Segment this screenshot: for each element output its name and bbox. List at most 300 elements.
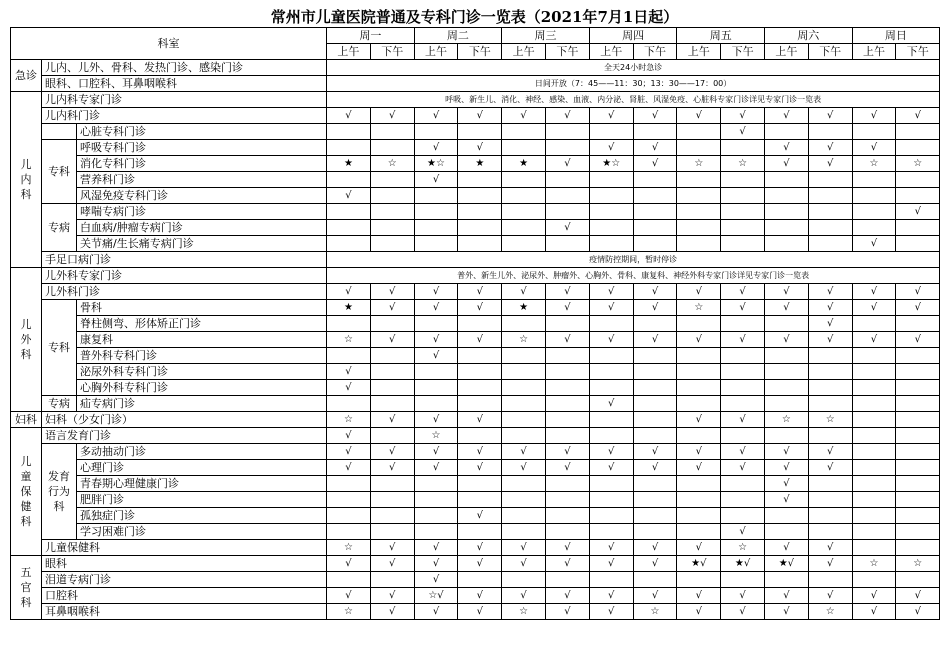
schedule-mark: √ <box>721 588 765 604</box>
schedule-mark <box>896 396 940 412</box>
schedule-mark <box>633 236 677 252</box>
schedule-mark <box>502 220 546 236</box>
schedule-mark <box>546 172 590 188</box>
schedule-mark: √ <box>370 412 414 428</box>
schedule-mark: √ <box>808 444 852 460</box>
schedule-mark: √ <box>808 284 852 300</box>
schedule-mark: √ <box>589 588 633 604</box>
clinic-name: 康复科 <box>77 332 327 348</box>
schedule-mark <box>677 188 721 204</box>
schedule-mark <box>414 364 458 380</box>
schedule-mark <box>896 508 940 524</box>
schedule-mark <box>896 188 940 204</box>
schedule-mark <box>677 348 721 364</box>
schedule-mark: √ <box>589 396 633 412</box>
schedule-mark <box>721 236 765 252</box>
schedule-mark <box>327 348 371 364</box>
table-row <box>11 396 940 412</box>
schedule-mark <box>546 124 590 140</box>
schedule-mark <box>677 316 721 332</box>
schedule-mark: √ <box>546 108 590 124</box>
row-note: 全天24小时急诊 <box>327 60 940 76</box>
schedule-mark: √ <box>502 556 546 572</box>
schedule-mark: √ <box>327 556 371 572</box>
schedule-mark <box>765 204 809 220</box>
schedule-mark <box>808 348 852 364</box>
schedule-mark <box>589 316 633 332</box>
am-header: 上午 <box>677 44 721 60</box>
schedule-mark <box>677 236 721 252</box>
schedule-mark <box>633 396 677 412</box>
schedule-mark <box>414 236 458 252</box>
schedule-mark <box>546 428 590 444</box>
am-header: 上午 <box>414 44 458 60</box>
day-header: 周四 <box>589 28 677 44</box>
table-row <box>11 348 940 364</box>
schedule-mark <box>896 380 940 396</box>
table-row <box>11 604 940 620</box>
schedule-mark <box>808 428 852 444</box>
schedule-mark <box>677 172 721 188</box>
schedule-mark <box>852 188 896 204</box>
schedule-mark: √ <box>896 300 940 316</box>
day-header: 周三 <box>502 28 590 44</box>
group-label: 儿 外 科 <box>11 268 42 412</box>
schedule-mark <box>721 204 765 220</box>
schedule-mark: ★☆ <box>589 156 633 172</box>
schedule-mark: √ <box>589 444 633 460</box>
schedule-mark: ☆ <box>327 412 371 428</box>
schedule-mark <box>589 204 633 220</box>
schedule-mark <box>896 572 940 588</box>
table-row <box>11 332 940 348</box>
schedule-mark <box>458 428 502 444</box>
schedule-mark: √ <box>458 284 502 300</box>
schedule-mark: √ <box>896 332 940 348</box>
schedule-mark: √ <box>327 108 371 124</box>
schedule-mark <box>677 140 721 156</box>
clinic-name: 疝专病门诊 <box>77 396 327 412</box>
schedule-mark: √ <box>589 332 633 348</box>
schedule-mark <box>633 348 677 364</box>
schedule-mark <box>852 316 896 332</box>
schedule-mark: √ <box>414 140 458 156</box>
schedule-mark: √ <box>721 284 765 300</box>
schedule-mark: √ <box>458 508 502 524</box>
schedule-mark: √ <box>896 284 940 300</box>
clinic-name: 口腔科 <box>42 588 327 604</box>
schedule-mark: √ <box>414 332 458 348</box>
schedule-mark <box>414 508 458 524</box>
schedule-mark <box>546 140 590 156</box>
schedule-mark: √ <box>414 556 458 572</box>
schedule-mark <box>633 524 677 540</box>
schedule-mark <box>327 316 371 332</box>
schedule-mark <box>370 236 414 252</box>
schedule-mark <box>765 364 809 380</box>
schedule-mark <box>546 524 590 540</box>
schedule-mark: ☆ <box>721 540 765 556</box>
schedule-mark: √ <box>765 156 809 172</box>
schedule-mark: √ <box>852 332 896 348</box>
schedule-mark <box>852 444 896 460</box>
schedule-mark <box>852 428 896 444</box>
group-label: 发育 行为 科 <box>42 444 77 540</box>
group-label: 儿 内 科 <box>11 92 42 268</box>
schedule-mark: √ <box>765 476 809 492</box>
schedule-mark <box>589 492 633 508</box>
schedule-mark: √ <box>765 604 809 620</box>
schedule-mark <box>589 524 633 540</box>
schedule-mark <box>677 508 721 524</box>
schedule-mark: √ <box>414 172 458 188</box>
schedule-mark: √ <box>458 300 502 316</box>
clinic-name: 泌尿外科专科门诊 <box>77 364 327 380</box>
page-title: 常州市儿童医院普通及专科门诊一览表（2021年7月1日起） <box>270 8 679 26</box>
schedule-mark <box>414 524 458 540</box>
schedule-mark: √ <box>808 332 852 348</box>
schedule-mark <box>370 572 414 588</box>
clinic-name: 眼科、口腔科、耳鼻咽喉科 <box>42 76 327 92</box>
schedule-mark: ☆ <box>852 556 896 572</box>
schedule-mark <box>852 508 896 524</box>
schedule-mark: ☆ <box>896 556 940 572</box>
schedule-mark: √ <box>633 444 677 460</box>
group-label: 专科 <box>42 300 77 396</box>
table-row <box>11 252 940 268</box>
schedule-mark: √ <box>458 140 502 156</box>
schedule-mark <box>327 220 371 236</box>
schedule-mark <box>721 492 765 508</box>
schedule-mark <box>327 396 371 412</box>
schedule-mark <box>721 572 765 588</box>
table-row <box>11 476 940 492</box>
schedule-mark: √ <box>633 284 677 300</box>
schedule-mark: √ <box>327 188 371 204</box>
schedule-mark <box>589 412 633 428</box>
table-row <box>11 300 940 316</box>
schedule-mark <box>546 412 590 428</box>
schedule-mark: √ <box>633 556 677 572</box>
schedule-mark: √ <box>633 300 677 316</box>
table-row <box>11 492 940 508</box>
schedule-mark <box>677 124 721 140</box>
schedule-mark <box>808 476 852 492</box>
table-row <box>11 108 940 124</box>
schedule-mark: √ <box>589 604 633 620</box>
schedule-mark <box>589 572 633 588</box>
clinic-name: 手足口病门诊 <box>42 252 327 268</box>
schedule-mark <box>808 380 852 396</box>
table-row <box>11 172 940 188</box>
schedule-mark <box>765 380 809 396</box>
schedule-mark: ★ <box>502 300 546 316</box>
schedule-mark <box>633 508 677 524</box>
schedule-mark <box>414 380 458 396</box>
schedule-mark: √ <box>502 444 546 460</box>
schedule-mark: √ <box>546 332 590 348</box>
schedule-mark <box>414 396 458 412</box>
clinic-name: 脊柱侧弯、形体矫正门诊 <box>77 316 327 332</box>
schedule-mark: √ <box>414 108 458 124</box>
clinic-name: 儿外科门诊 <box>42 284 327 300</box>
table-row <box>11 540 940 556</box>
schedule-mark <box>721 348 765 364</box>
schedule-mark: √ <box>414 540 458 556</box>
clinic-name: 白血病/肿瘤专病门诊 <box>77 220 327 236</box>
group-label: 急诊 <box>11 60 42 92</box>
schedule-mark <box>370 348 414 364</box>
schedule-mark: ★√ <box>765 556 809 572</box>
schedule-mark: √ <box>414 572 458 588</box>
schedule-mark: ☆ <box>896 156 940 172</box>
dept-header: 科室 <box>11 28 327 60</box>
schedule-mark <box>502 140 546 156</box>
schedule-mark: √ <box>896 588 940 604</box>
schedule-mark <box>721 428 765 444</box>
schedule-mark <box>852 492 896 508</box>
schedule-mark: ☆ <box>633 604 677 620</box>
clinic-name: 儿童保健科 <box>42 540 327 556</box>
schedule-mark: ★☆ <box>414 156 458 172</box>
day-header: 周一 <box>327 28 415 44</box>
schedule-mark <box>765 188 809 204</box>
schedule-mark <box>721 172 765 188</box>
table-row <box>11 524 940 540</box>
schedule-mark <box>677 204 721 220</box>
table-row <box>11 380 940 396</box>
clinic-name: 风湿免疫专科门诊 <box>77 188 327 204</box>
schedule-mark <box>896 412 940 428</box>
schedule-mark: √ <box>370 108 414 124</box>
table-row <box>11 268 940 284</box>
schedule-mark: √ <box>327 380 371 396</box>
schedule-mark <box>765 508 809 524</box>
schedule-mark: √ <box>852 140 896 156</box>
schedule-mark: √ <box>546 460 590 476</box>
schedule-mark <box>458 380 502 396</box>
schedule-mark <box>808 204 852 220</box>
schedule-mark <box>633 316 677 332</box>
schedule-mark <box>852 524 896 540</box>
schedule-mark <box>633 172 677 188</box>
schedule-mark: √ <box>458 460 502 476</box>
schedule-mark <box>721 508 765 524</box>
schedule-mark <box>414 316 458 332</box>
schedule-mark <box>765 348 809 364</box>
am-header: 上午 <box>502 44 546 60</box>
schedule-mark: √ <box>589 540 633 556</box>
schedule-mark <box>502 348 546 364</box>
schedule-mark: √ <box>765 588 809 604</box>
schedule-mark: √ <box>852 236 896 252</box>
schedule-mark: ☆ <box>502 604 546 620</box>
schedule-mark: √ <box>852 284 896 300</box>
schedule-mark: √ <box>677 540 721 556</box>
clinic-name: 泪道专病门诊 <box>42 572 327 588</box>
schedule-mark <box>677 524 721 540</box>
table-row <box>11 204 940 220</box>
schedule-mark: √ <box>502 284 546 300</box>
schedule-mark <box>458 124 502 140</box>
schedule-mark <box>765 316 809 332</box>
schedule-mark <box>546 476 590 492</box>
schedule-mark <box>633 428 677 444</box>
clinic-name: 青春期心理健康门诊 <box>77 476 327 492</box>
clinic-name: 学习困难门诊 <box>77 524 327 540</box>
pm-header: 下午 <box>808 44 852 60</box>
schedule-mark <box>327 124 371 140</box>
clinic-name: 多动抽动门诊 <box>77 444 327 460</box>
schedule-mark <box>327 492 371 508</box>
schedule-mark: √ <box>677 108 721 124</box>
schedule-mark <box>414 204 458 220</box>
schedule-mark: √ <box>414 300 458 316</box>
clinic-name: 营养科门诊 <box>77 172 327 188</box>
schedule-mark: √ <box>808 540 852 556</box>
schedule-mark <box>589 172 633 188</box>
clinic-name: 普外科专科门诊 <box>77 348 327 364</box>
clinic-name: 儿内科专家门诊 <box>42 92 327 108</box>
schedule-mark <box>808 172 852 188</box>
schedule-mark: √ <box>677 412 721 428</box>
schedule-mark: √ <box>808 108 852 124</box>
clinic-name: 儿内、儿外、骨科、发热门诊、感染门诊 <box>42 60 327 76</box>
day-header: 周二 <box>414 28 502 44</box>
schedule-mark <box>721 188 765 204</box>
schedule-mark: √ <box>370 460 414 476</box>
schedule-mark <box>502 492 546 508</box>
schedule-mark: √ <box>896 204 940 220</box>
schedule-mark <box>721 364 765 380</box>
group-label: 专科 <box>42 140 77 204</box>
schedule-mark <box>458 572 502 588</box>
am-header: 上午 <box>589 44 633 60</box>
schedule-mark: √ <box>589 140 633 156</box>
table-row <box>11 76 940 92</box>
blank-cell <box>42 124 77 140</box>
schedule-mark: √ <box>721 444 765 460</box>
schedule-mark: √ <box>546 588 590 604</box>
group-label: 儿 童 保 健 科 <box>11 428 42 556</box>
schedule-mark <box>808 364 852 380</box>
schedule-mark <box>677 492 721 508</box>
schedule-mark: √ <box>458 332 502 348</box>
schedule-mark <box>852 380 896 396</box>
schedule-mark <box>589 364 633 380</box>
schedule-mark <box>765 220 809 236</box>
clinic-name: 消化专科门诊 <box>77 156 327 172</box>
schedule-mark: √ <box>589 108 633 124</box>
schedule-mark <box>896 220 940 236</box>
table-row <box>11 92 940 108</box>
schedule-mark: √ <box>458 604 502 620</box>
schedule-mark <box>896 540 940 556</box>
schedule-mark <box>546 188 590 204</box>
schedule-mark <box>896 236 940 252</box>
table-row <box>11 124 940 140</box>
schedule-mark <box>852 172 896 188</box>
schedule-mark <box>502 524 546 540</box>
schedule-mark: √ <box>677 460 721 476</box>
schedule-mark <box>546 236 590 252</box>
clinic-name: 肥胖门诊 <box>77 492 327 508</box>
clinic-name: 耳鼻咽喉科 <box>42 604 327 620</box>
schedule-mark <box>327 508 371 524</box>
schedule-mark <box>502 124 546 140</box>
schedule-mark: √ <box>458 540 502 556</box>
schedule-mark <box>589 508 633 524</box>
table-row <box>11 60 940 76</box>
schedule-mark <box>327 572 371 588</box>
schedule-mark <box>327 204 371 220</box>
schedule-mark <box>765 124 809 140</box>
schedule-mark: √ <box>414 444 458 460</box>
schedule-mark: √ <box>633 108 677 124</box>
schedule-mark <box>677 428 721 444</box>
clinic-name: 心脏专科门诊 <box>77 124 327 140</box>
schedule-mark <box>327 476 371 492</box>
schedule-mark <box>458 348 502 364</box>
schedule-mark <box>370 316 414 332</box>
schedule-mark <box>896 316 940 332</box>
schedule-mark <box>502 188 546 204</box>
schedule-mark <box>370 220 414 236</box>
schedule-mark <box>589 428 633 444</box>
schedule-mark: √ <box>502 588 546 604</box>
schedule-mark <box>458 220 502 236</box>
pm-header: 下午 <box>546 44 590 60</box>
schedule-mark <box>896 124 940 140</box>
clinic-name: 心理门诊 <box>77 460 327 476</box>
row-note: 疫情防控期间，暂时停诊 <box>327 252 940 268</box>
schedule-mark: ★ <box>327 300 371 316</box>
schedule-mark: √ <box>677 332 721 348</box>
schedule-mark <box>721 220 765 236</box>
schedule-mark <box>589 380 633 396</box>
schedule-mark: ☆ <box>677 156 721 172</box>
group-label: 妇科 <box>11 412 42 428</box>
schedule-mark <box>633 124 677 140</box>
schedule-mark: √ <box>327 588 371 604</box>
schedule-mark <box>370 524 414 540</box>
schedule-mark <box>633 188 677 204</box>
schedule-mark: ☆ <box>414 428 458 444</box>
day-header: 周日 <box>852 28 940 44</box>
schedule-mark: ★√ <box>721 556 765 572</box>
schedule-mark <box>852 204 896 220</box>
day-header: 周五 <box>677 28 765 44</box>
schedule-mark: √ <box>677 444 721 460</box>
schedule-mark <box>327 524 371 540</box>
schedule-mark: √ <box>808 588 852 604</box>
schedule-mark <box>765 428 809 444</box>
clinic-name: 骨科 <box>77 300 327 316</box>
schedule-mark <box>633 492 677 508</box>
schedule-mark: √ <box>502 540 546 556</box>
schedule-mark: √ <box>677 604 721 620</box>
schedule-mark: ☆ <box>370 156 414 172</box>
schedule-mark <box>633 364 677 380</box>
schedule-mark <box>546 316 590 332</box>
schedule-mark <box>808 572 852 588</box>
schedule-mark <box>370 508 414 524</box>
schedule-mark <box>370 204 414 220</box>
am-header: 上午 <box>852 44 896 60</box>
schedule-mark: √ <box>677 284 721 300</box>
table-row <box>11 188 940 204</box>
schedule-mark: ☆ <box>502 332 546 348</box>
